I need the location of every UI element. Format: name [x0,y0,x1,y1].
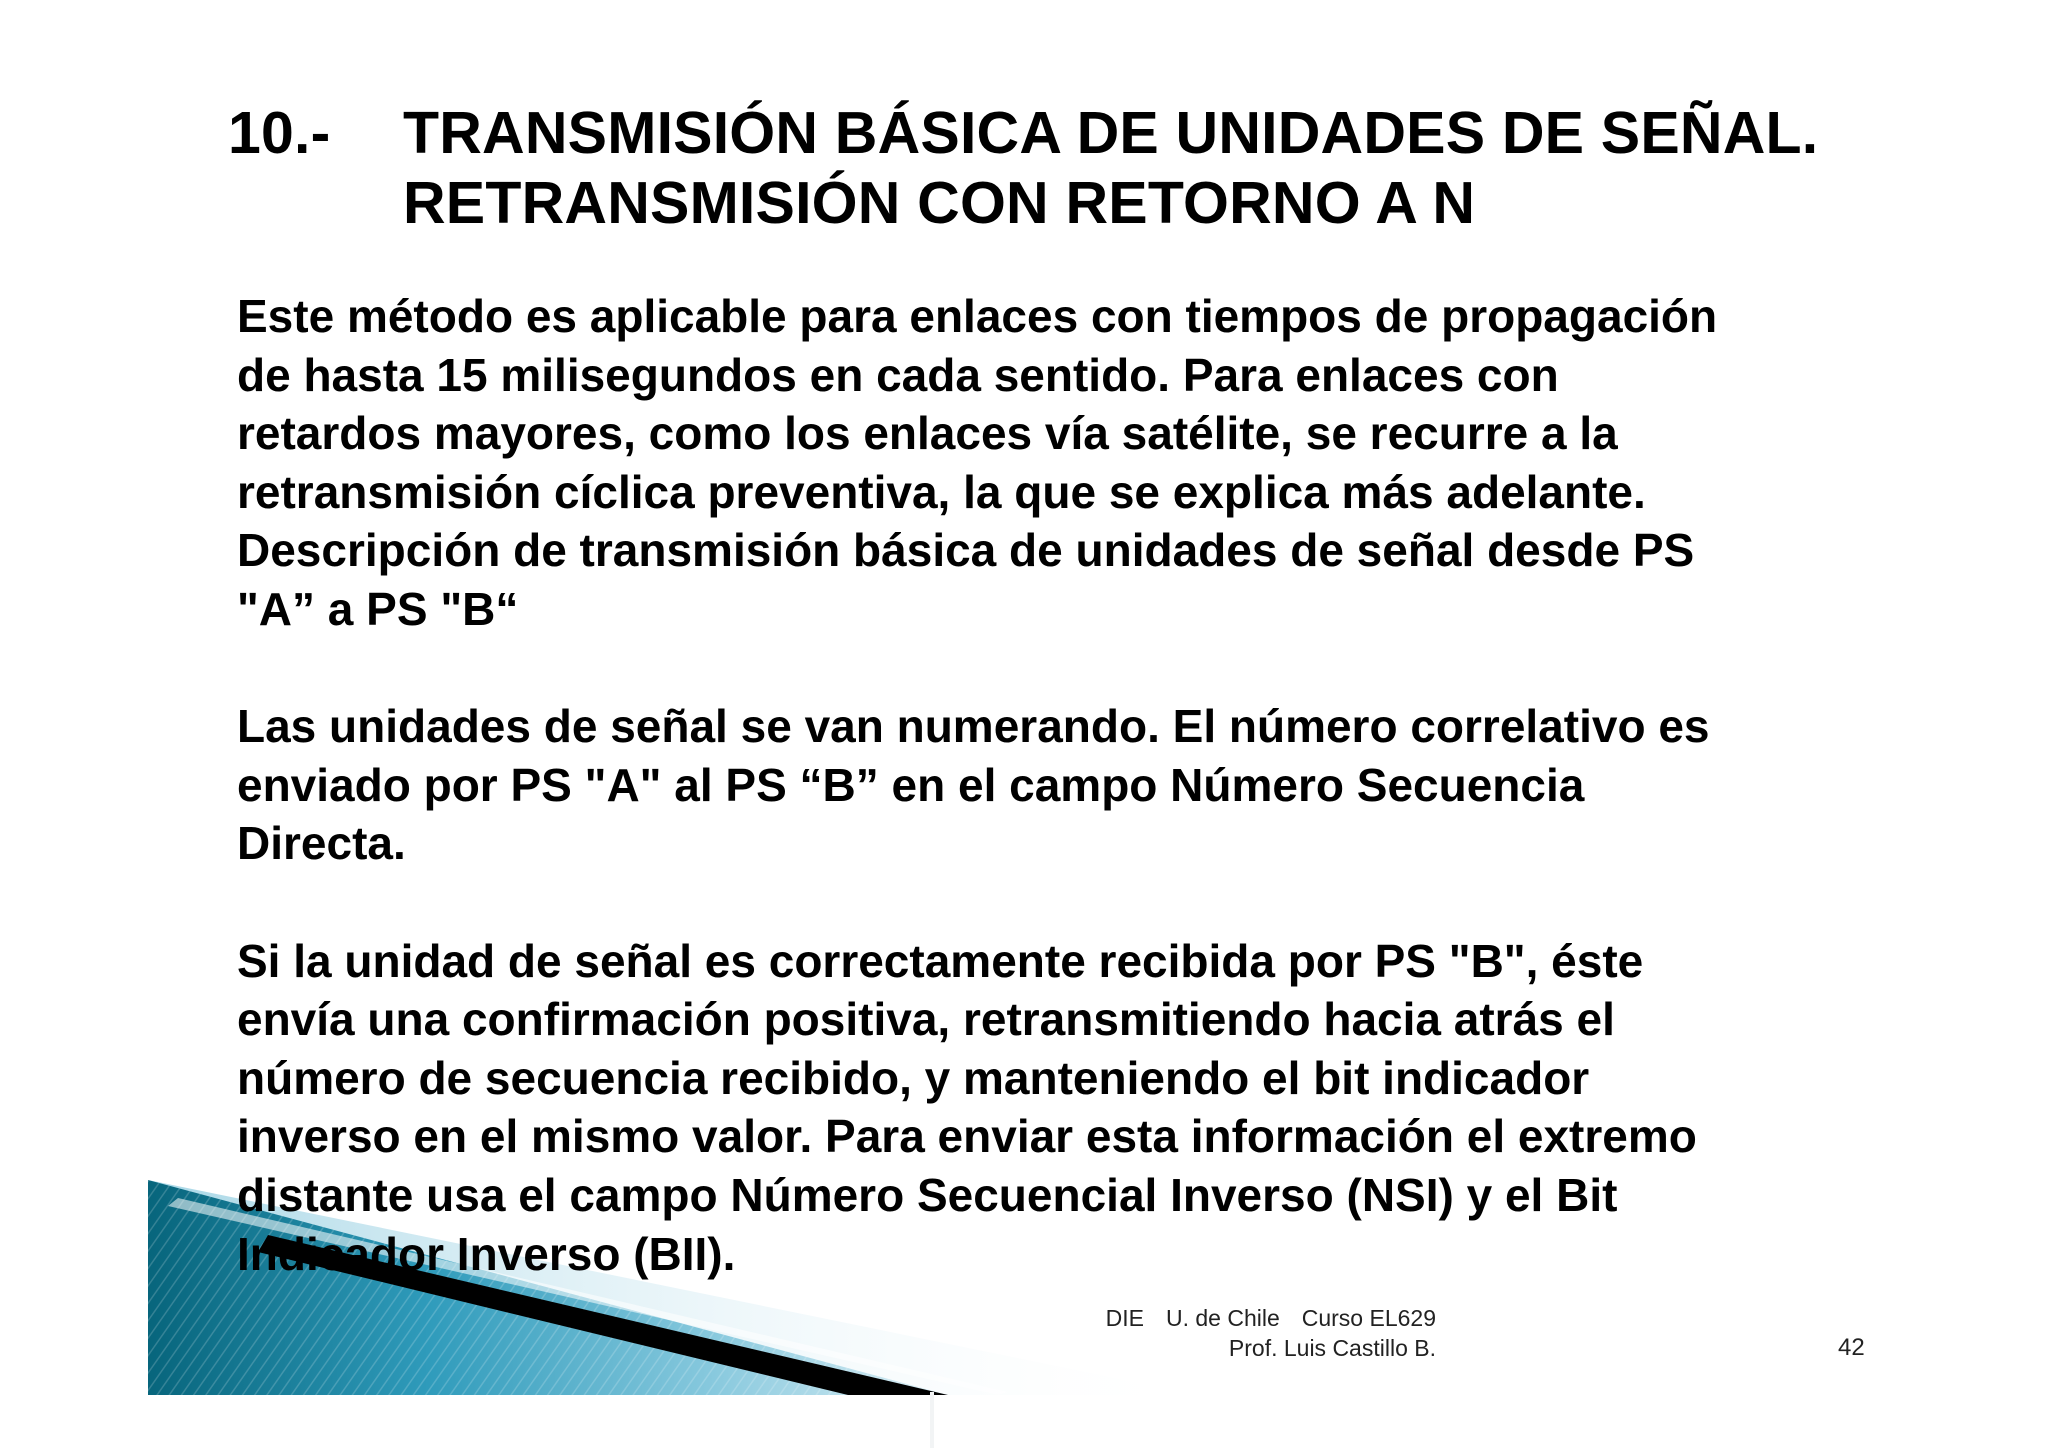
divider [930,1392,934,1448]
paragraph-line: número de secuencia recibido, y manteniendo el bit indicador [237,1051,1590,1104]
title-number: 10.- [228,100,331,166]
paragraph-line: Las unidades de señal se van numerando. El número correlativo es [237,700,1710,753]
paragraph-line: distante usa el campo Número Secuencial Inverso (NSI) y el Bit [237,1168,1618,1221]
page-number: 42 [1838,1334,1865,1361]
paragraph-line: Indicador Inverso (BII). [237,1227,736,1280]
paragraph-line: enviado por PS "A" al PS “B” en el campo Número Secuencia [237,758,1585,811]
footer-dept: DIE [1105,1305,1144,1331]
slide-title [228,98,1928,238]
title-line-1: TRANSMISIÓN BÁSICA DE UNIDADES DE SEÑAL. [403,100,1819,166]
footer-credit [1106,1303,1436,1363]
footer-university: U. de Chile [1165,1305,1280,1331]
footer-professor: Prof. Luis Castillo B. [1228,1335,1436,1361]
paragraph-line: retransmisión cíclica preventiva, la que se explica más adelante. [237,465,1646,518]
title-line-2: RETRANSMISIÓN CON RETORNO A N [403,170,1476,236]
paragraph-confirmation [237,932,1917,1284]
paragraph-line: de hasta 15 milisegundos en cada sentido. Para enlaces con [237,348,1559,401]
slide-body [237,287,1917,1342]
paragraph-line: Descripción de transmisión básica de unidades de señal desde PS [237,524,1695,577]
paragraph-line: Este método es aplicable para enlaces con tiempos de propagación [237,290,1718,342]
paragraph-line: inverso en el mismo valor. Para enviar esta información el extremo [237,1110,1697,1163]
paragraph-intro [237,287,1917,639]
paragraph-line: Si la unidad de señal es correctamente recibida por PS "B", éste [237,934,1644,987]
paragraph-line: Directa. [237,817,406,870]
footer-course: Curso EL629 [1301,1305,1436,1331]
paragraph-line: envía una confirmación positiva, retransmitiendo hacia atrás el [237,993,1615,1046]
paragraph-numbering [237,697,1917,873]
paragraph-line: retardos mayores, como los enlaces vía satélite, se recurre a la [237,407,1618,460]
paragraph-line: "A” a PS "B“ [237,582,519,635]
